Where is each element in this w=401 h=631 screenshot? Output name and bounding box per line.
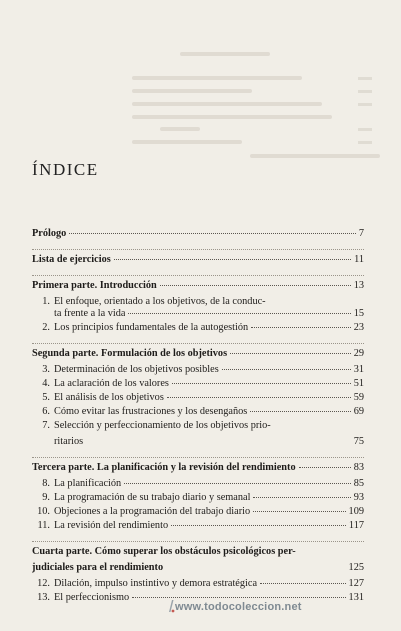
chapter-number: 11. [37, 520, 50, 531]
dot-leader [167, 397, 351, 398]
chapter-page: 59 [353, 392, 364, 403]
chapter-number: 7. [42, 420, 50, 431]
entry-page: 11 [354, 254, 364, 265]
chapter-title-line: Cómo evitar las frustraciones y los desengaños [54, 406, 248, 417]
chapter-title-line: El enfoque, orientado a los objetivos, de la conduc- [54, 296, 266, 307]
chapter-title-line: La aclaración de los valores [54, 378, 169, 389]
bleed-through-text [0, 0, 401, 160]
chapter-page: 75 [353, 436, 364, 447]
chapter-title-line: La programación de su trabajo diario y semanal [54, 492, 251, 503]
chapter-title-line: Los principios fundamentales de la autogestión [54, 322, 249, 333]
toc-section-exercises [32, 249, 364, 266]
part-heading [32, 348, 364, 360]
dot-leader [132, 597, 345, 598]
chapter-number: 1. [42, 296, 50, 307]
part-page: 29 [353, 348, 364, 359]
chapter-title-line: ritarios [54, 436, 84, 447]
chapter-title-line: Dilación, impulso instintivo y demora estratégica [54, 578, 258, 589]
toc-entry [32, 254, 364, 266]
chapter-entry [32, 392, 364, 404]
dot-leader [160, 285, 351, 286]
part-label: Segunda parte. Formulación de los objetivos [32, 348, 228, 359]
chapter-page: 15 [353, 308, 364, 319]
chapter-title-line: La revisión del rendimiento [54, 520, 169, 531]
part-label-line: judiciales para el rendimiento [32, 562, 164, 573]
part-heading [32, 280, 364, 292]
toc-section-prologue [32, 228, 364, 240]
dot-leader [260, 583, 346, 584]
chapter-page: 51 [353, 378, 364, 389]
chapter-entry [32, 378, 364, 390]
toc-section-part-4 [32, 541, 364, 604]
index-title: ÍNDICE [32, 160, 99, 179]
toc-entry [32, 228, 364, 240]
chapter-number: 4. [42, 378, 50, 389]
chapter-entry [32, 506, 364, 518]
chapter-number: 8. [42, 478, 50, 489]
chapter-page: 85 [353, 478, 364, 489]
dot-leader [253, 511, 345, 512]
table-of-contents [32, 228, 364, 604]
chapter-title-line: La planificación [54, 478, 122, 489]
part-label-line: Cuarta parte. Cómo superar los obstáculos psicológicos per- [32, 546, 296, 557]
chapter-number: 10. [37, 506, 50, 517]
chapter-entry [32, 578, 364, 590]
chapter-number: 5. [42, 392, 50, 403]
chapter-page: 69 [353, 406, 364, 417]
dot-leader [128, 313, 350, 314]
watermark-text: www.todocoleccion.net [175, 601, 302, 613]
chapter-title-line: El análisis de los objetivos [54, 392, 164, 403]
dot-leader [299, 467, 351, 468]
toc-section-part-3 [32, 457, 364, 532]
chapter-number: 6. [42, 406, 50, 417]
chapter-page: 131 [348, 592, 364, 603]
watermark-logo-icon [167, 598, 175, 614]
dot-leader [222, 369, 351, 370]
chapter-page: 127 [348, 578, 364, 589]
chapter-entry [32, 406, 364, 418]
dot-leader [124, 483, 351, 484]
chapter-entry [32, 520, 364, 532]
part-page: 13 [353, 280, 364, 291]
entry-label: Prólogo [32, 228, 67, 239]
chapter-entry [32, 296, 364, 320]
chapter-page: 93 [353, 492, 364, 503]
chapter-title-line: El perfeccionismo [54, 592, 130, 603]
chapter-title-line: Selección y perfeccionamiento de los objetivos prio- [54, 420, 271, 431]
part-label: Primera parte. Introducción [32, 280, 157, 291]
part-heading [32, 462, 364, 474]
toc-section-part-1 [32, 275, 364, 334]
chapter-entry [32, 492, 364, 504]
chapter-page: 109 [348, 506, 364, 517]
chapter-number: 9. [42, 492, 50, 503]
dot-leader [114, 259, 351, 260]
dot-leader [171, 525, 346, 526]
dot-leader [250, 411, 350, 412]
entry-label: Lista de ejercicios [32, 254, 111, 265]
dot-leader [172, 383, 351, 384]
chapter-number: 13. [37, 592, 50, 603]
dot-leader [253, 497, 350, 498]
dot-leader [251, 327, 351, 328]
part-label: Tercera parte. La planificación y la revisión del rendimiento [32, 462, 296, 473]
part-page: 125 [348, 562, 364, 573]
part-heading [32, 546, 364, 574]
chapter-title-line: Objeciones a la programación del trabajo diario [54, 506, 251, 517]
chapter-title-line: ta frente a la vida [54, 308, 126, 319]
chapter-number: 12. [37, 578, 50, 589]
chapter-number: 3. [42, 364, 50, 375]
chapter-number: 2. [42, 322, 50, 333]
chapter-entry [32, 420, 364, 448]
chapter-title-line: Determinación de los objetivos posibles [54, 364, 219, 375]
chapter-entry [32, 322, 364, 334]
dot-leader [69, 233, 356, 234]
chapter-page: 117 [348, 520, 364, 531]
chapter-page: 23 [353, 322, 364, 333]
dot-leader [230, 353, 351, 354]
toc-section-part-2 [32, 343, 364, 448]
entry-page: 7 [358, 228, 364, 239]
part-page: 83 [353, 462, 364, 473]
chapter-entry [32, 364, 364, 376]
chapter-entry [32, 478, 364, 490]
chapter-page: 31 [353, 364, 364, 375]
